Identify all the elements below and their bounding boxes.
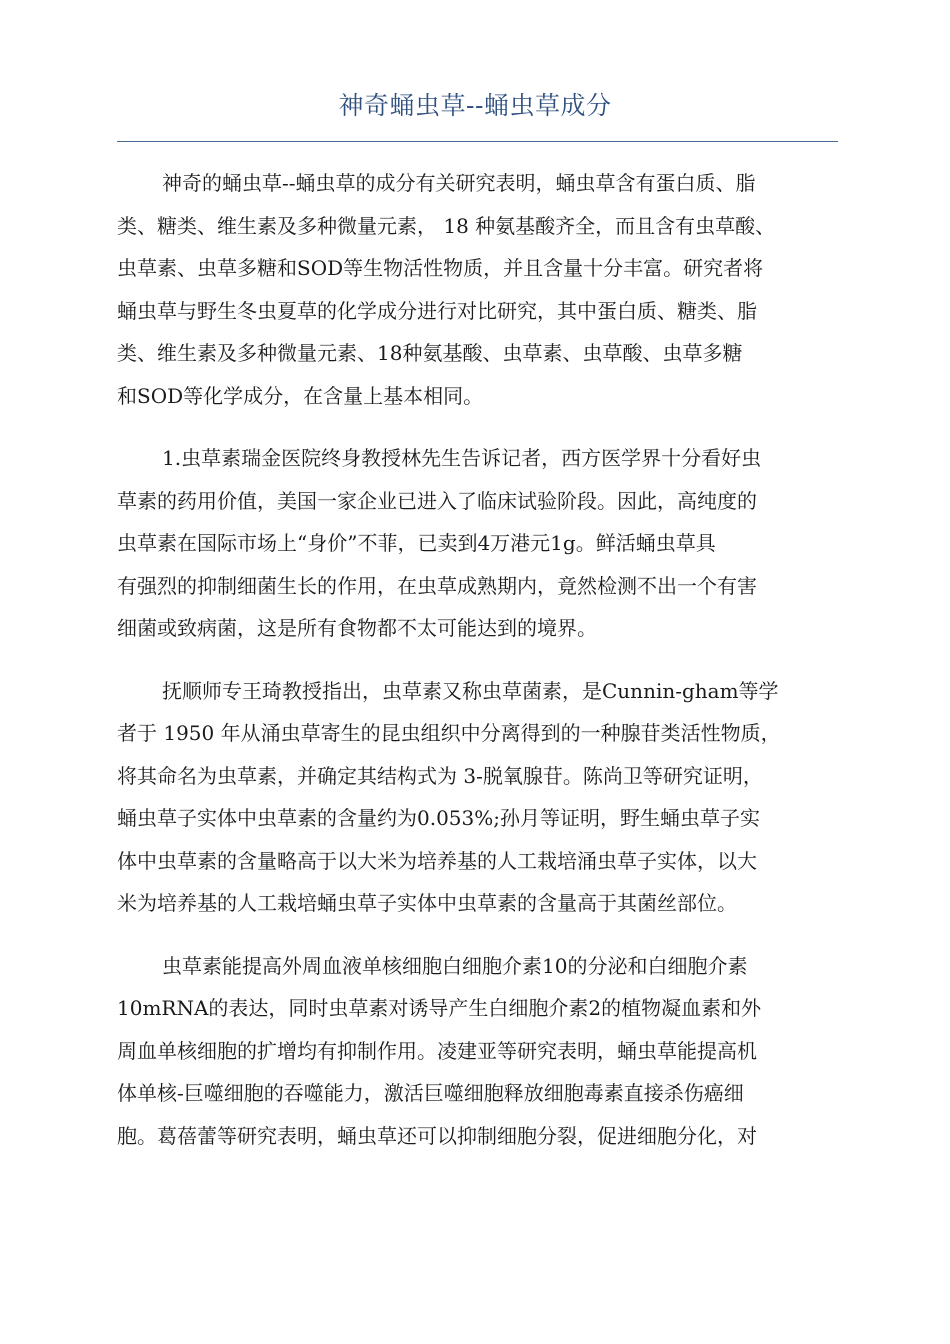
text-line: 虫草素在国际市场上“身价”不菲，已卖到4万港元1g。鲜活蛹虫草具 <box>117 531 716 555</box>
text-line: 米为培养基的人工栽培蛹虫草子实体中虫草素的含量高于其菌丝部位。 <box>117 891 737 915</box>
text-line: 1.虫草素瑞金医院终身教授林先生告诉记者，西方医学界十分看好虫 <box>162 446 762 470</box>
text-line: 草素的药用价值，美国一家企业已进入了临床试验阶段。因此，高纯度的 <box>117 488 757 513</box>
text-line: 体中虫草素的含量略高于以大米为培养基的人工栽培涌虫草子实体，以大 <box>117 848 757 873</box>
text-line: 类、糖类、维生素及多种微量元素， 18 种氨基酸齐全，而且含有虫草酸、 <box>117 213 776 238</box>
text-line: 10mRNA的表达，同时虫草素对诱导产生白细胞介素2的植物凝血素和外 <box>117 996 762 1020</box>
text-line: 胞。葛蓓蕾等研究表明，蛹虫草还可以抑制细胞分裂，促进细胞分化，对 <box>117 1123 757 1148</box>
text-line: 有强烈的抑制细菌生长的作用，在虫草成熟期内，竟然检测不出一个有害 <box>117 573 757 598</box>
text-line: 体单核-巨噬细胞的吞噬能力，激活巨噬细胞释放细胞毒素直接杀伤癌细 <box>117 1081 744 1105</box>
text-line: 蛹虫草与野生冬虫夏草的化学成分进行对比研究，其中蛋白质、糖类、脂 <box>117 298 757 323</box>
text-line: 将其命名为虫草素，并确定其结构式为 3-脱氧腺苷。陈尚卫等研究证明， <box>117 763 763 788</box>
paragraph-cordycepin-origin <box>117 670 841 925</box>
text-line: 蛹虫草子实体中虫草素的含量约为0.053%;孙月等证明，野生蛹虫草子实 <box>117 806 760 830</box>
text-line: 类、维生素及多种微量元素、18种氨基酸、虫草素、虫草酸、虫草多糖 <box>117 341 743 365</box>
document-title: 神奇蛹虫草--蛹虫草成分 <box>338 91 612 120</box>
text-line: 抚顺师专王琦教授指出，虫草素又称虫草菌素，是Cunnin-gham等学 <box>162 678 779 703</box>
text-line: 虫草素能提高外周血液单核细胞白细胞介素10的分泌和白细胞介素 <box>162 953 748 978</box>
title-divider <box>117 141 838 142</box>
text-line: 神奇的蛹虫草--蛹虫草的成分有关研究表明，蛹虫草含有蛋白质、脂 <box>162 171 756 195</box>
paragraph-immune-effects <box>117 945 841 1158</box>
text-line: 虫草素、虫草多糖和SOD等生物活性物质，并且含量十分丰富。研究者将 <box>117 256 764 280</box>
document-body <box>117 162 841 1177</box>
text-line: 和SOD等化学成分，在含量上基本相同。 <box>117 383 484 408</box>
text-line: 细菌或致病菌，这是所有食物都不太可能达到的境界。 <box>117 616 597 640</box>
paragraph-composition <box>117 162 841 417</box>
paragraph-cordycepin-value <box>117 437 841 650</box>
text-line: 者于 1950 年从涌虫草寄生的昆虫组织中分离得到的一种腺苷类活性物质， <box>117 721 781 745</box>
text-line: 周血单核细胞的扩增均有抑制作用。凌建亚等研究表明，蛹虫草能提高机 <box>117 1038 757 1063</box>
